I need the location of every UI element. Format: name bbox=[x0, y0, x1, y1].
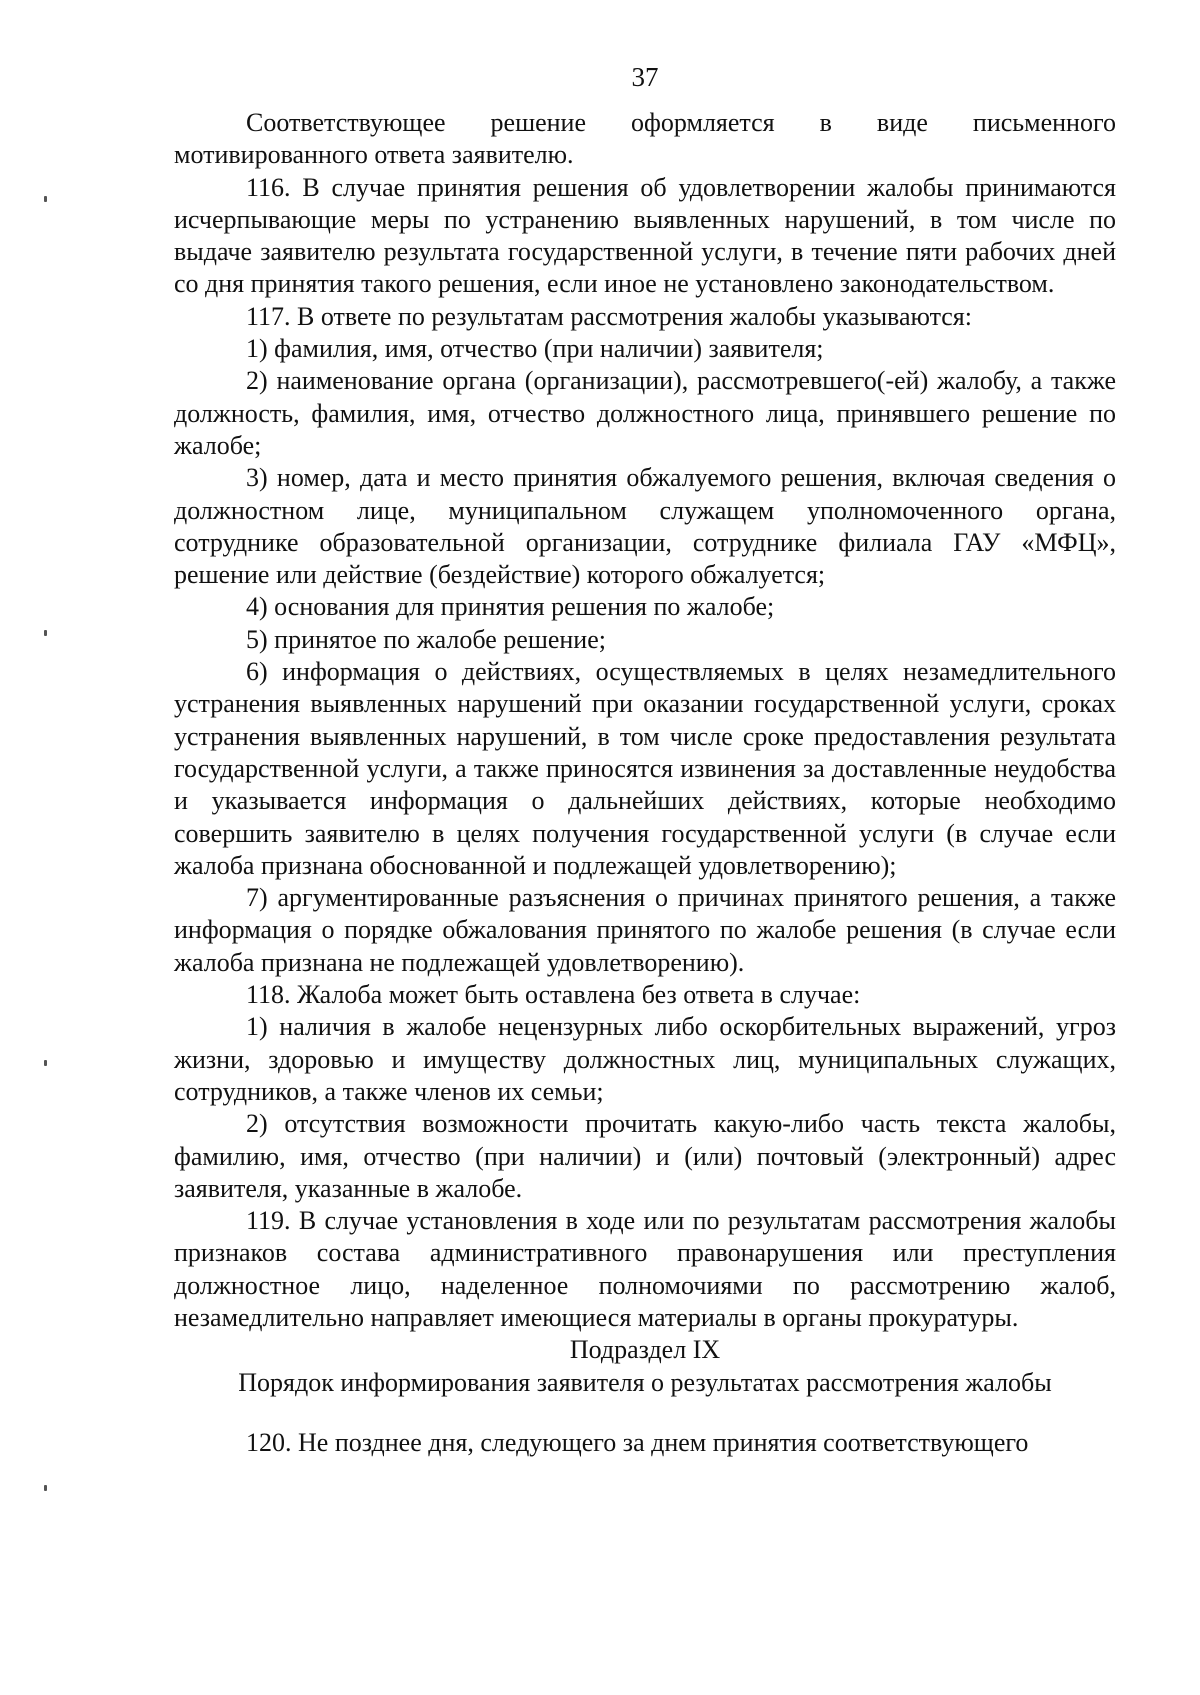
document-body bbox=[174, 107, 1116, 1459]
list-item-117-5: 5) принятое по жалобе решение; bbox=[246, 624, 606, 654]
paragraph-120: 120. Не позднее дня, следующего за днем принятия соответствующего bbox=[246, 1427, 1029, 1457]
paragraph-116: 116. В случае принятия решения об удовлетворении жалобы принимаются исчерпывающие меры по устранению выявленных нарушений, в том числе по выдаче заявителю результата государственной услуги, в течение пяти рабочих дней со дня принятия такого решения, если иное не установлено законодательством. bbox=[174, 172, 1116, 299]
list-item-117-1: 1) фамилия, имя, отчество (при наличии) заявителя; bbox=[246, 334, 824, 364]
scan-speck bbox=[44, 630, 47, 636]
list-item-117-6: 6) информация о действиях, осуществляемых в целях незамедлительного устранения выявленных нарушений при оказании государственной услуги, сроках устранения выявленных нарушений, в том числе сроке предоставления результата государственной услуги, а также приносятся извинения за доставленные неудобства и указывается информация о дальнейших действиях, которые необходимо совершить заявителю в целях получения государственной услуги (в случае если жалоба признана обоснованной и подлежащей удовлетворению); bbox=[174, 657, 1116, 880]
scan-speck bbox=[44, 1060, 47, 1066]
list-item-117-4: 4) основания для принятия решения по жалобе; bbox=[246, 592, 775, 622]
list-item-117-2: 2) наименование органа (организации), рассмотревшего(-ей) жалобу, а также должность, фамилия, имя, отчество должностного лица, принявшего решение по жалобе; bbox=[174, 366, 1116, 460]
subsection-title: Порядок информирования заявителя о результатах рассмотрения жалобы bbox=[238, 1367, 1052, 1397]
scan-speck bbox=[44, 196, 47, 202]
paragraph-118: 118. Жалоба может быть оставлена без ответа в случае: bbox=[246, 980, 861, 1010]
list-item-117-7: 7) аргументированные разъяснения о причинах принятого решения, а также информация о порядке обжалования принятого по жалобе решения (в случае если жалоба признана не подлежащей удовлетворению). bbox=[174, 883, 1116, 977]
subsection-label: Подраздел IX bbox=[569, 1335, 721, 1365]
scan-speck bbox=[44, 1485, 47, 1491]
list-item-117-3: 3) номер, дата и место принятия обжалуемого решения, включая сведения о должностном лице, муниципальном служащем уполномоченного органа, сотруднике образовательной организации, сотруднике филиала ГАУ «МФЦ», решение или действие (бездействие) которого обжалуется; bbox=[174, 463, 1116, 590]
list-item-118-2: 2) отсутствия возможности прочитать какую-либо часть текста жалобы, фамилию, имя, отчество (при наличии) и (или) почтовый (электронный) адрес заявителя, указанные в жалобе. bbox=[174, 1109, 1116, 1203]
paragraph-117: 117. В ответе по результатам рассмотрения жалобы указываются: bbox=[246, 301, 972, 331]
list-item-118-1: 1) наличия в жалобе нецензурных либо оскорбительных выражений, угроз жизни, здоровью и имуществу должностных лиц, муниципальных служащих, сотрудников, а также членов их семьи; bbox=[174, 1012, 1116, 1106]
page-number: 37 bbox=[631, 62, 659, 92]
paragraph-decision-form: Соответствующее решение оформляется в виде письменного мотивированного ответа заявителю. bbox=[174, 108, 1116, 170]
paragraph-119: 119. В случае установления в ходе или по результатам рассмотрения жалобы признаков состава административного правонарушения или преступления должностное лицо, наделенное полномочиями по рассмотрению жалоб, незамедлительно направляет имеющиеся материалы в органы прокуратуры. bbox=[174, 1206, 1116, 1332]
